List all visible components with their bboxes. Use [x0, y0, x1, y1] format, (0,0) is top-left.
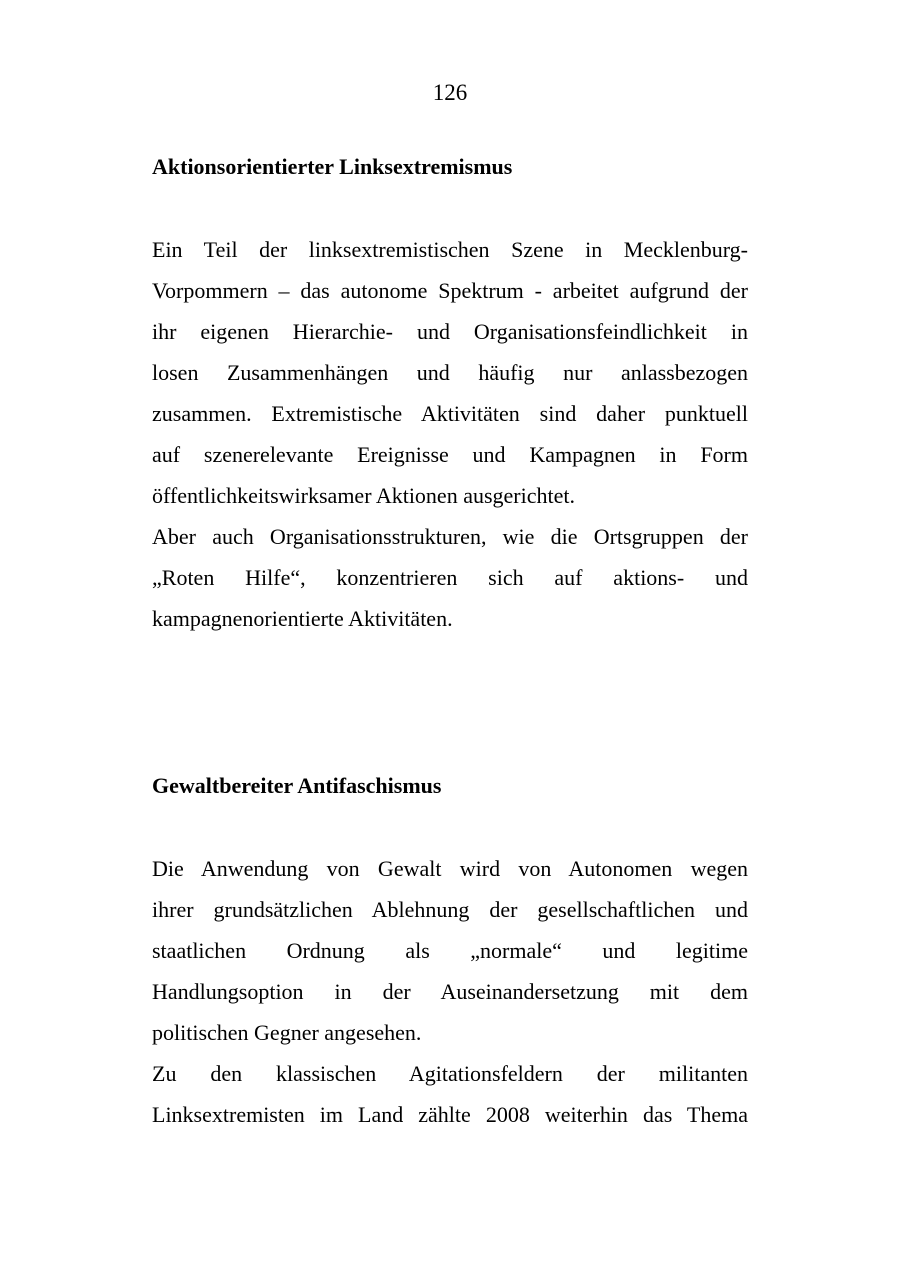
text-line: „Roten Hilfe“, konzentrieren sich auf aktions- und: [152, 565, 748, 590]
page-number: 126: [432, 80, 468, 105]
text-line: zusammen. Extremistische Aktivitäten sind daher punktuell: [152, 401, 748, 426]
text-line: losen Zusammenhängen und häufig nur anlassbezogen: [152, 360, 748, 385]
text-line: Die Anwendung von Gewalt wird von Autonomen wegen: [152, 856, 748, 881]
section-body: [152, 229, 748, 639]
text-line: staatlichen Ordnung als „normale“ und legitime: [152, 938, 748, 963]
section-heading: Gewaltbereiter Antifaschismus: [152, 773, 442, 798]
section-heading: Aktionsorientierter Linksextremismus: [152, 154, 513, 179]
text-line: ihrer grundsätzlichen Ablehnung der gesellschaftlichen und: [152, 897, 748, 922]
text-line: Linksextremisten im Land zählte 2008 weiterhin das Thema: [152, 1102, 748, 1127]
text-line: Vorpommern – das autonome Spektrum - arbeitet aufgrund der: [152, 278, 748, 303]
section-body: [152, 848, 748, 1135]
text-line: Handlungsoption in der Auseinandersetzung mit dem: [152, 979, 748, 1004]
text-line: politischen Gegner angesehen.: [152, 1020, 422, 1045]
text-line: Aber auch Organisationsstrukturen, wie die Ortsgruppen der: [152, 524, 748, 549]
text-line: ihr eigenen Hierarchie- und Organisationsfeindlichkeit in: [152, 319, 748, 344]
text-line: Zu den klassischen Agitationsfeldern der militanten: [152, 1061, 748, 1086]
text-line: öffentlichkeitswirksamer Aktionen ausgerichtet.: [152, 483, 575, 508]
text-line: kampagnenorientierte Aktivitäten.: [152, 606, 453, 631]
text-line: auf szenerelevante Ereignisse und Kampagnen in Form: [152, 442, 748, 467]
text-line: Ein Teil der linksextremistischen Szene in Mecklenburg-: [152, 237, 748, 262]
